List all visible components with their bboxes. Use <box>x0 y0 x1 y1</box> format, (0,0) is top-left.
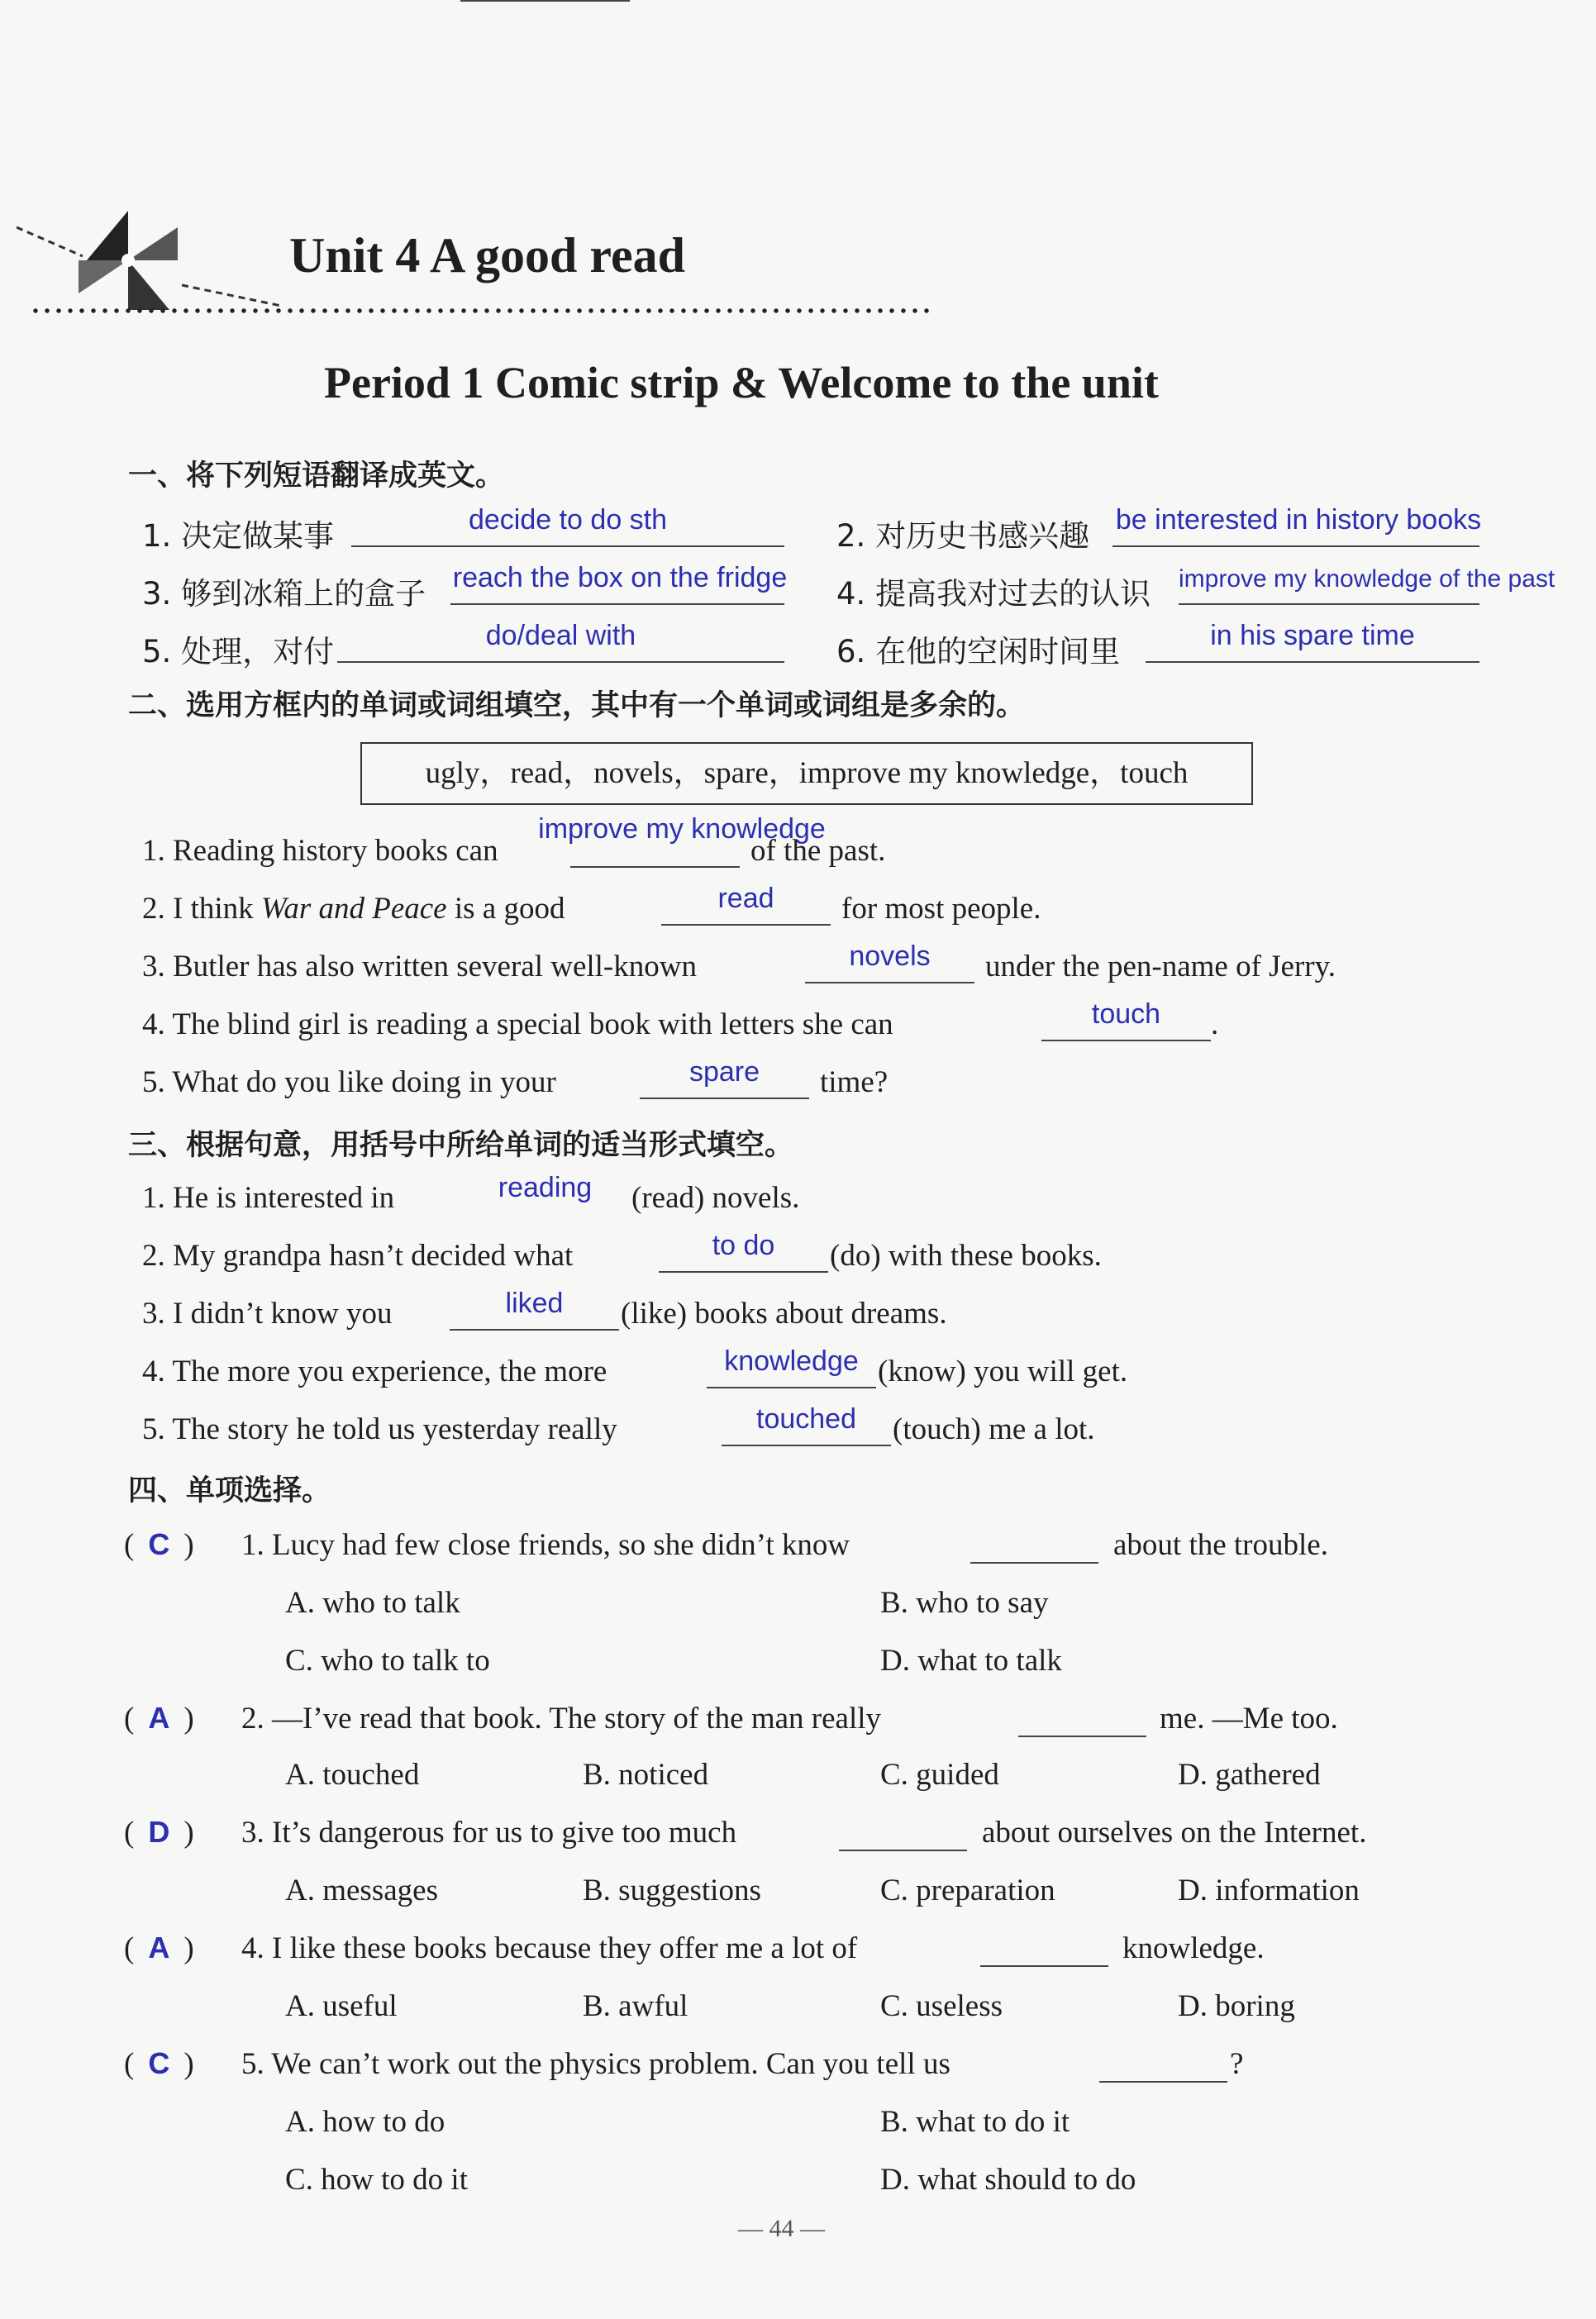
s3-item-5-after: (touch) me a lot. <box>893 1412 1095 1446</box>
mc-q5-answer-slot[interactable]: ( C ) <box>124 2046 194 2081</box>
s2-item-5-blank[interactable] <box>640 1098 809 1099</box>
section2-heading: 二、选用方框内的单词或词组填空，其中有一个单词或词组是多余的。 <box>128 689 1026 722</box>
s2-item-2-after: for most people. <box>841 892 1041 926</box>
mc-q4-blank <box>980 1965 1108 1967</box>
mc-q1-stem: 1. Lucy had few close friends, so she didn’t know <box>241 1528 850 1562</box>
s3-item-5-blank[interactable] <box>722 1445 891 1446</box>
mc-q3-option-d[interactable]: D. information <box>1178 1874 1360 1907</box>
mc-q2-answer-slot[interactable]: ( A ) <box>124 1701 194 1736</box>
s2-item-3: 3. Butler has also written several well-known <box>142 950 697 983</box>
s3-item-3-after: (like) books about dreams. <box>621 1297 947 1331</box>
s3-item-4-answer: knowledge <box>724 1345 859 1377</box>
section4-heading: 四、单项选择。 <box>128 1474 331 1507</box>
s3-item-5: 5. The story he told us yesterday really <box>142 1412 617 1446</box>
mc-q3-answer-slot[interactable]: ( D ) <box>124 1815 194 1850</box>
mc-q5-option-d[interactable]: D. what should to do <box>880 2163 1136 2197</box>
s2-item-5-after: time? <box>820 1065 889 1099</box>
s1-item-5-blank[interactable] <box>337 661 784 663</box>
mc-q5-option-b[interactable]: B. what to do it <box>880 2105 1070 2139</box>
mc-q3-option-a[interactable]: A. messages <box>285 1874 438 1907</box>
s2-item-3-blank[interactable] <box>805 982 974 983</box>
mc-q4-option-a[interactable]: A. useful <box>285 1989 398 2023</box>
mc-q5-option-a[interactable]: A. how to do <box>285 2105 445 2139</box>
mc-q2-option-b[interactable]: B. noticed <box>583 1758 709 1792</box>
mc-q2-option-d[interactable]: D. gathered <box>1178 1758 1321 1792</box>
section1-heading: 一、将下列短语翻译成英文。 <box>128 460 505 493</box>
mc-q4-stem-after: knowledge. <box>1122 1931 1265 1965</box>
mc-q2-blank <box>1018 1736 1146 1737</box>
s2-item-5-answer: spare <box>688 1056 760 1088</box>
mc-q3-stem: 3. It’s dangerous for us to give too much <box>241 1816 737 1850</box>
s2-item-2-blank[interactable] <box>661 924 831 926</box>
s1-item-3-label: 3. 够到冰箱上的盒子 <box>142 576 426 612</box>
s3-item-3: 3. I didn’t know you <box>142 1297 393 1331</box>
mc-q2-option-c[interactable]: C. guided <box>880 1758 999 1792</box>
mc-q4-option-d[interactable]: D. boring <box>1178 1989 1295 2023</box>
unit-title: Unit 4 A good read <box>289 228 685 283</box>
mc-q1-blank <box>970 1562 1098 1564</box>
s3-item-2-answer: to do <box>712 1230 775 1261</box>
mc-q2-stem-after: me. —Me too. <box>1160 1702 1338 1736</box>
mc-q3-stem-after: about ourselves on the Internet. <box>982 1816 1367 1850</box>
mc-q4-answer-slot[interactable]: ( A ) <box>124 1931 194 1965</box>
s1-item-1-blank[interactable] <box>351 545 784 547</box>
s3-item-4: 4. The more you experience, the more <box>142 1355 607 1388</box>
s2-item-4-blank[interactable] <box>1041 1040 1211 1041</box>
s1-item-3-blank[interactable] <box>450 603 784 605</box>
s1-item-2-label: 2. 对历史书感兴趣 <box>836 518 1090 554</box>
mc-q4-option-c[interactable]: C. useless <box>880 1989 1003 2023</box>
s3-item-2-blank[interactable] <box>659 1271 828 1273</box>
mc-q5-option-c[interactable]: C. how to do it <box>285 2163 468 2197</box>
mc-q5-stem: 5. We can’t work out the physics problem. Can you tell us <box>241 2047 950 2081</box>
s3-item-5-answer: touched <box>756 1403 856 1435</box>
unit-logo-icon <box>17 194 298 318</box>
mc-q1-option-c[interactable]: C. who to talk to <box>285 1644 490 1678</box>
s3-item-3-blank[interactable] <box>450 1329 619 1331</box>
s2-item-3-answer: novels <box>849 940 931 972</box>
s2-item-1-after: of the past. <box>750 834 886 868</box>
s2-item-2: 2. I think War and Peace is a good <box>142 892 565 926</box>
s3-item-1-blank[interactable] <box>460 0 630 2</box>
s2-item-3-after: under the pen-name of Jerry. <box>985 950 1336 983</box>
period-title: Period 1 Comic strip & Welcome to the unit <box>324 358 1159 407</box>
s1-item-1-answer: decide to do sth <box>468 504 668 536</box>
s1-item-6-blank[interactable] <box>1146 661 1479 663</box>
s1-item-6-label: 6. 在他的空闲时间里 <box>836 634 1121 669</box>
s1-item-4-blank[interactable] <box>1179 603 1479 605</box>
s3-item-1-answer: reading <box>498 1172 593 1203</box>
s2-item-4-answer: touch <box>1091 998 1161 1030</box>
section3-heading: 三、根据句意，用括号中所给单词的适当形式填空。 <box>128 1129 794 1162</box>
mc-q1-option-d[interactable]: D. what to talk <box>880 1644 1062 1678</box>
mc-q2-stem: 2. —I’ve read that book. The story of the man really <box>241 1702 882 1736</box>
s3-item-3-answer: liked <box>505 1288 564 1319</box>
s3-item-1-after: (read) novels. <box>631 1181 800 1215</box>
mc-q2-option-a[interactable]: A. touched <box>285 1758 420 1792</box>
s3-item-2: 2. My grandpa hasn’t decided what <box>142 1239 574 1273</box>
s2-item-5: 5. What do you like doing in your <box>142 1065 556 1099</box>
mc-q1-option-a[interactable]: A. who to talk <box>285 1586 460 1620</box>
s2-item-1-answer: improve my knowledge <box>538 813 826 845</box>
mc-q1-answer-slot[interactable]: ( C ) <box>124 1527 194 1562</box>
header-dotted-rule <box>30 307 935 314</box>
s3-item-1: 1. He is interested in <box>142 1181 395 1215</box>
s2-item-4-after: . <box>1211 1007 1219 1041</box>
mc-q1-stem-after: about the trouble. <box>1113 1528 1328 1562</box>
s2-item-1: 1. Reading history books can <box>142 834 498 868</box>
s1-item-5-label: 5. 处理，对付 <box>142 634 335 669</box>
mc-q4-stem: 4. I like these books because they offer me a lot of <box>241 1931 858 1965</box>
s2-item-1-blank[interactable] <box>570 866 740 868</box>
s3-item-2-after: (do) with these books. <box>830 1239 1102 1273</box>
mc-q3-option-b[interactable]: B. suggestions <box>583 1874 761 1907</box>
mc-q5-blank <box>1099 2081 1227 2083</box>
s1-item-4-label: 4. 提高我对过去的认识 <box>836 576 1151 612</box>
mc-q1-option-b[interactable]: B. who to say <box>880 1586 1049 1620</box>
mc-q3-option-c[interactable]: C. preparation <box>880 1874 1055 1907</box>
s3-item-4-blank[interactable] <box>707 1387 876 1388</box>
s1-item-1-label: 1. 决定做某事 <box>142 518 335 554</box>
mc-q5-stem-after: ? <box>1230 2047 1244 2081</box>
mc-q3-blank <box>839 1850 967 1851</box>
s1-item-4-answer: improve my knowledge of the past <box>1179 565 1556 593</box>
s1-item-2-blank[interactable] <box>1112 545 1479 547</box>
word-box: ugly，read，novels，spare，improve my knowledge，touch <box>360 742 1253 805</box>
s1-item-5-answer: do/deal with <box>485 620 636 651</box>
s1-item-3-answer: reach the box on the fridge <box>452 562 788 593</box>
s2-item-2-answer: read <box>717 883 774 914</box>
mc-q4-option-b[interactable]: B. awful <box>583 1989 688 2023</box>
s3-item-4-after: (know) you will get. <box>878 1355 1128 1388</box>
s2-item-4: 4. The blind girl is reading a special book with letters she can <box>142 1007 893 1041</box>
s1-item-6-answer: in his spare time <box>1210 620 1415 651</box>
page-number: — 44 — <box>738 2215 825 2242</box>
s1-item-2-answer: be interested in history books <box>1115 504 1482 536</box>
